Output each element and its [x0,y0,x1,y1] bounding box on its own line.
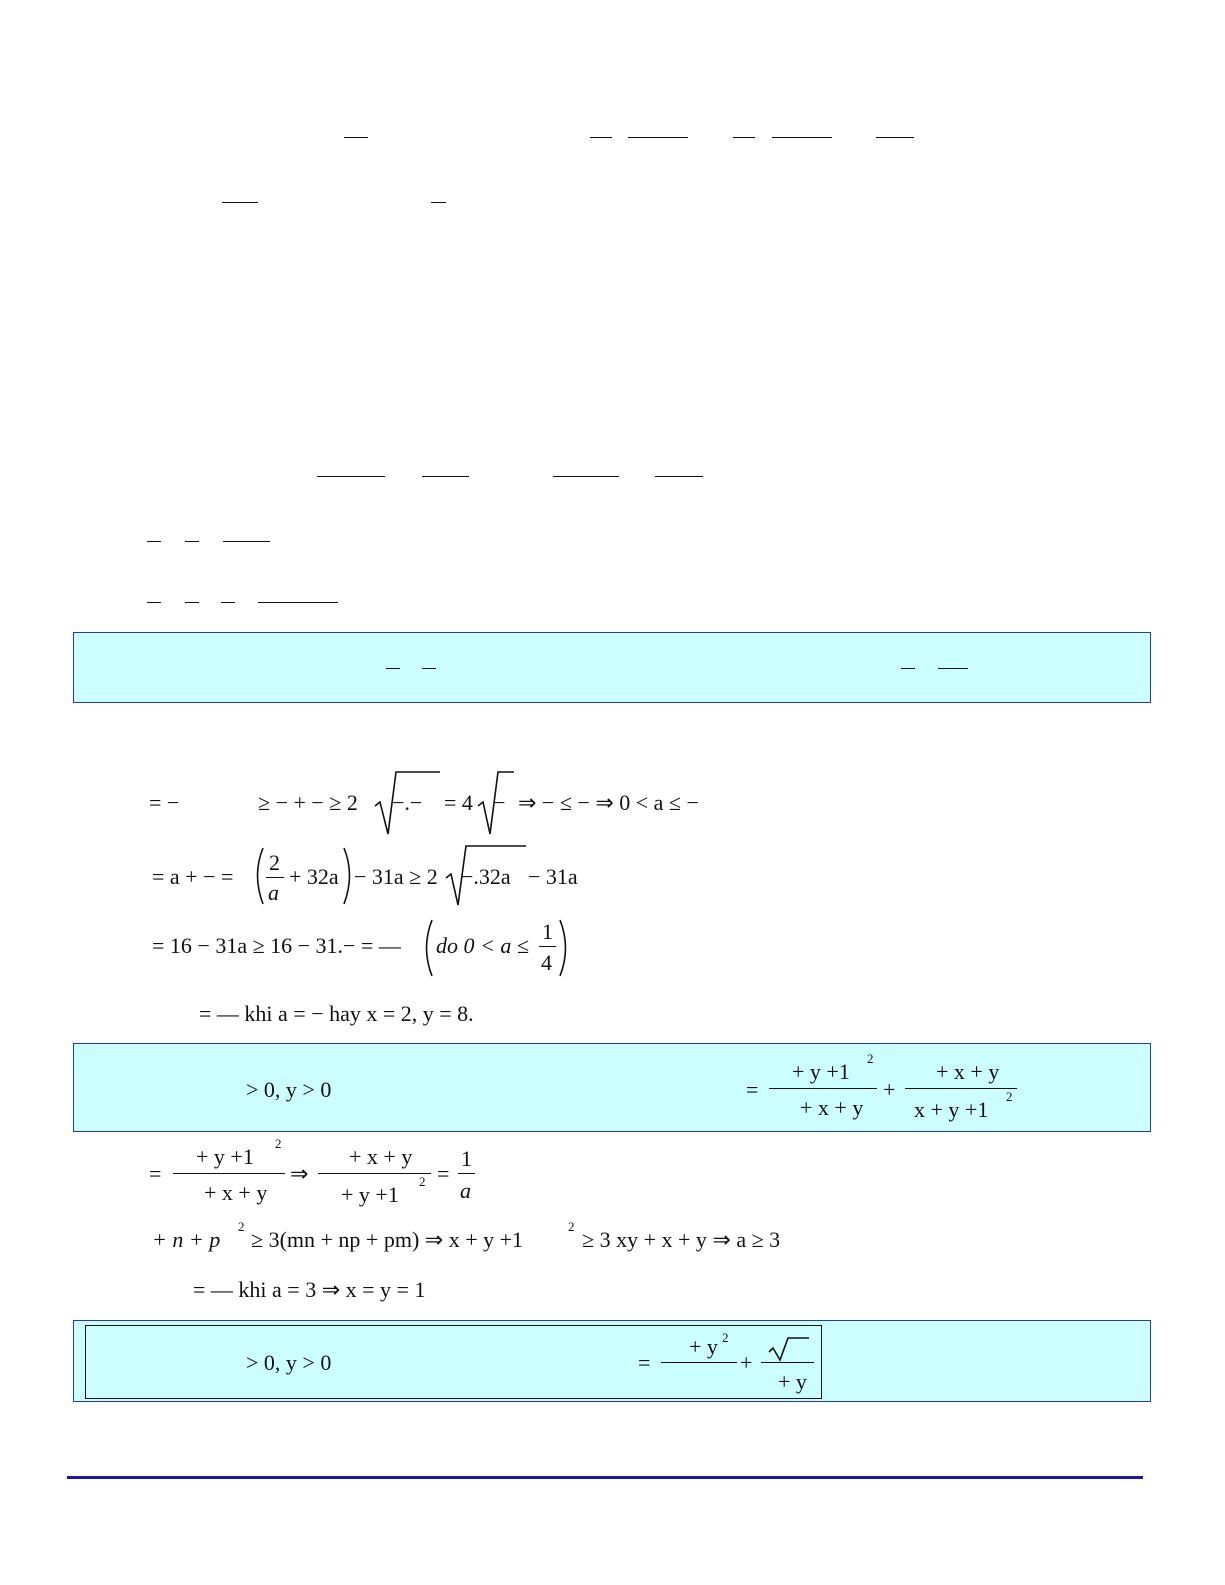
box2-den1: + x + y [800,1095,864,1120]
box3-den2: + y [778,1369,807,1394]
sol2-line1-den3: a [460,1178,471,1203]
sol2-line1-num2: + x + y [349,1144,413,1169]
sol2-line2-c: ≥ 3 xy + x + y ⇒ a ≥ 3 [582,1227,781,1252]
box3-eq: = [638,1350,651,1375]
sol1-line1-c: = 4 [444,790,473,815]
sol1-line2-a: = a + − = [152,864,234,889]
box3-num1: + y [689,1334,718,1359]
sol1-line2-c: − 31a ≥ 2 [354,864,438,889]
box2-num2: + x + y [936,1059,1000,1084]
sol2-line1-den2: + y +1 [341,1182,399,1207]
box3-lhs: > 0, y > 0 [246,1350,332,1375]
sol2-line1-implies: ⇒ [290,1161,309,1186]
sol2-line1-exp2: 2 [419,1174,426,1189]
sol1-line1-rad1: −.− [392,790,423,815]
box2-den2: x + y +1 [914,1097,989,1122]
sol2-line3: = — khi a = 3 ⇒ x = y = 1 [193,1277,426,1302]
sol2-line1-eq2: = [437,1161,450,1186]
sol1-line2-b: + 32a [289,864,339,889]
box3-num1-exp: 2 [722,1330,729,1345]
box3-plus: + [740,1350,753,1375]
sol2-line1-exp1: 2 [275,1136,282,1151]
sol2-line2-exp1: 2 [238,1219,245,1234]
sol1-line2-frac-den: a [268,880,279,905]
sol2-line1-den1: + x + y [204,1180,268,1205]
sol2-line2-a: + n + p [152,1227,221,1252]
sol1-line3-b: do 0 < a ≤ [436,933,529,958]
sol1-line1-rad2: − [493,790,506,815]
footer-rule [67,1476,1143,1479]
sol1-line3-a: = 16 − 31a ≥ 16 − 31.− = — [152,933,401,958]
footer-scan-artifact [0,1560,1225,1564]
sol2-line1-eq: = [149,1161,162,1186]
sol1-line2-frac-num: 2 [269,850,280,875]
sol1-line3-frac-den: 4 [541,950,552,975]
sol2-line2-b: ≥ 3(mn + np + pm) ⇒ x + y +1 [251,1227,524,1252]
sol2-line1-num3: 1 [461,1146,472,1171]
box2-exp1: 2 [867,1051,874,1066]
sol1-line1-d: ⇒ − ≤ − ⇒ 0 < a ≤ − [518,790,699,815]
sol2-line1-num1: + y +1 [196,1144,254,1169]
box2-lhs: > 0, y > 0 [246,1077,332,1102]
sol1-line1-a: = − [149,790,180,815]
box2-exp2: 2 [1006,1089,1013,1104]
sol1-line2-d: − 31a [528,864,578,889]
sol1-line2-rad: −.32a [461,864,511,889]
sol1-line1-b: ≥ − + − ≥ 2 [258,790,358,815]
box2-eq: = [746,1077,759,1102]
box2-num1: + y +1 [792,1059,850,1084]
box2-plus: + [883,1077,896,1102]
sol1-line3-frac-num: 1 [542,919,553,944]
sol2-line2-exp2: 2 [568,1219,575,1234]
sol1-line4: = — khi a = − hay x = 2, y = 8. [199,1001,474,1026]
